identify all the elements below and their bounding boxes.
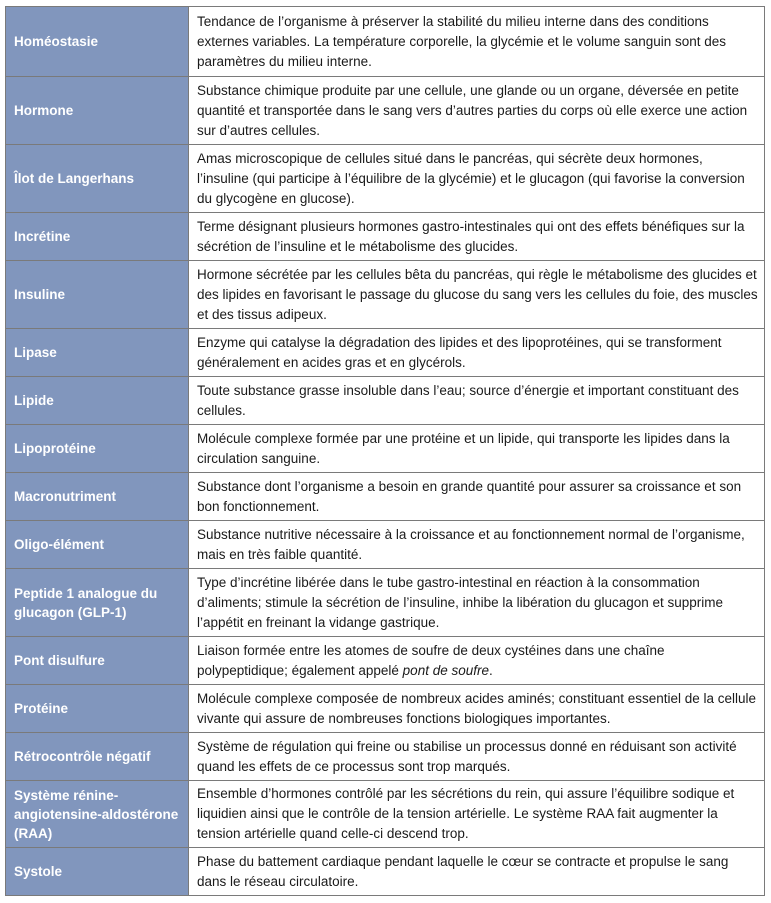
glossary-term: Peptide 1 analogue du glucagon (GLP-1) bbox=[6, 569, 189, 637]
glossary-row bbox=[6, 473, 765, 521]
glossary-definition: Substance chimique produite par une cellule, une glande ou un organe, déversée en petite quantité et transportée dans le sang vers d’autres parties du corps où elle exerce une action sur d’autres cellules. bbox=[189, 77, 765, 145]
glossary-row bbox=[6, 521, 765, 569]
glossary-row bbox=[6, 261, 765, 329]
glossary-term: Rétrocontrôle négatif bbox=[6, 733, 189, 781]
glossary-definition: Tendance de l’organisme à préserver la stabilité du milieu interne dans des conditions externes variables. La température corporelle, la glycémie et le volume sanguin sont des paramètres du milieu interne. bbox=[189, 7, 765, 77]
glossary-row bbox=[6, 781, 765, 848]
glossary-definition: Amas microscopique de cellules situé dans le pancréas, qui sécrète deux hormones, l’insuline (qui participe à l’équilibre de la glycémie) et le glucagon (qui favorise la conversion du glycogène en glucose). bbox=[189, 145, 765, 213]
glossary-definition: Terme désignant plusieurs hormones gastro-intestinales qui ont des effets bénéfiques sur la sécrétion de l’insuline et le métabolisme des glucides. bbox=[189, 213, 765, 261]
glossary-definition: Type d’incrétine libérée dans le tube gastro-intestinal en réaction à la consommation d’aliments; stimule la sécrétion de l’insuline, inhibe la libération du glucagon et supprime l’appétit en freinant la vidange gastrique. bbox=[189, 569, 765, 637]
glossary-row bbox=[6, 377, 765, 425]
definition-emphasis: pont de soufre bbox=[402, 662, 489, 678]
glossary-definition: Hormone sécrétée par les cellules bêta du pancréas, qui règle le métabolisme des glucides et des lipides en favorisant le passage du glucose du sang vers les cellules du foie, des muscles et des tissus adipeux. bbox=[189, 261, 765, 329]
glossary-row bbox=[6, 329, 765, 377]
glossary-term: Oligo-élément bbox=[6, 521, 189, 569]
glossary-definition: Système de régulation qui freine ou stabilise un processus donné en réduisant son activité quand les effets de ce processus sont trop marqués. bbox=[189, 733, 765, 781]
glossary-row bbox=[6, 425, 765, 473]
definition-tail: . bbox=[489, 662, 493, 678]
glossary-term: Macronutriment bbox=[6, 473, 189, 521]
glossary-term: Insuline bbox=[6, 261, 189, 329]
definition-text: Liaison formée entre les atomes de soufre de deux cystéines dans une chaîne polypeptidique; également appelé bbox=[197, 642, 665, 678]
glossary-definition: Molécule complexe formée par une protéine et un lipide, qui transporte les lipides dans la circulation sanguine. bbox=[189, 425, 765, 473]
glossary-term: Lipide bbox=[6, 377, 189, 425]
glossary-term: Îlot de Langerhans bbox=[6, 145, 189, 213]
glossary-row bbox=[6, 7, 765, 77]
glossary-row bbox=[6, 77, 765, 145]
glossary-definition: Toute substance grasse insoluble dans l’eau; source d’énergie et important constituant des cellules. bbox=[189, 377, 765, 425]
glossary-definition bbox=[189, 637, 765, 685]
glossary-definition: Ensemble d’hormones contrôlé par les sécrétions du rein, qui assure l’équilibre sodique et liquidien ainsi que le contrôle de la tension artérielle. Le système RAA fait augmenter la tension artérielle quand celle-ci descend trop. bbox=[189, 781, 765, 848]
glossary-table bbox=[5, 6, 765, 896]
glossary-definition: Phase du battement cardiaque pendant laquelle le cœur se contracte et propulse le sang dans le réseau circulatoire. bbox=[189, 848, 765, 896]
glossary-row bbox=[6, 848, 765, 896]
glossary-term: Protéine bbox=[6, 685, 189, 733]
glossary-term: Lipase bbox=[6, 329, 189, 377]
glossary-row bbox=[6, 569, 765, 637]
glossary-definition: Substance nutritive nécessaire à la croissance et au fonctionnement normal de l’organisme, mais en très faible quantité. bbox=[189, 521, 765, 569]
glossary-term: Lipoprotéine bbox=[6, 425, 189, 473]
glossary-term: Homéostasie bbox=[6, 7, 189, 77]
glossary-term: Hormone bbox=[6, 77, 189, 145]
glossary-definition: Enzyme qui catalyse la dégradation des lipides et des lipoprotéines, qui se transforment généralement en acides gras et en glycérols. bbox=[189, 329, 765, 377]
glossary-row bbox=[6, 685, 765, 733]
glossary-term: Pont disulfure bbox=[6, 637, 189, 685]
glossary-term: Incrétine bbox=[6, 213, 189, 261]
glossary-definition: Substance dont l’organisme a besoin en grande quantité pour assurer sa croissance et son bon fonctionnement. bbox=[189, 473, 765, 521]
glossary-row bbox=[6, 213, 765, 261]
glossary-term: Système rénine-angiotensine-aldostérone (RAA) bbox=[6, 781, 189, 848]
glossary-term: Systole bbox=[6, 848, 189, 896]
glossary-row bbox=[6, 145, 765, 213]
glossary-definition: Molécule complexe composée de nombreux acides aminés; constituant essentiel de la cellule vivante qui assure de nombreuses fonctions biologiques importantes. bbox=[189, 685, 765, 733]
glossary-row bbox=[6, 637, 765, 685]
glossary-row bbox=[6, 733, 765, 781]
